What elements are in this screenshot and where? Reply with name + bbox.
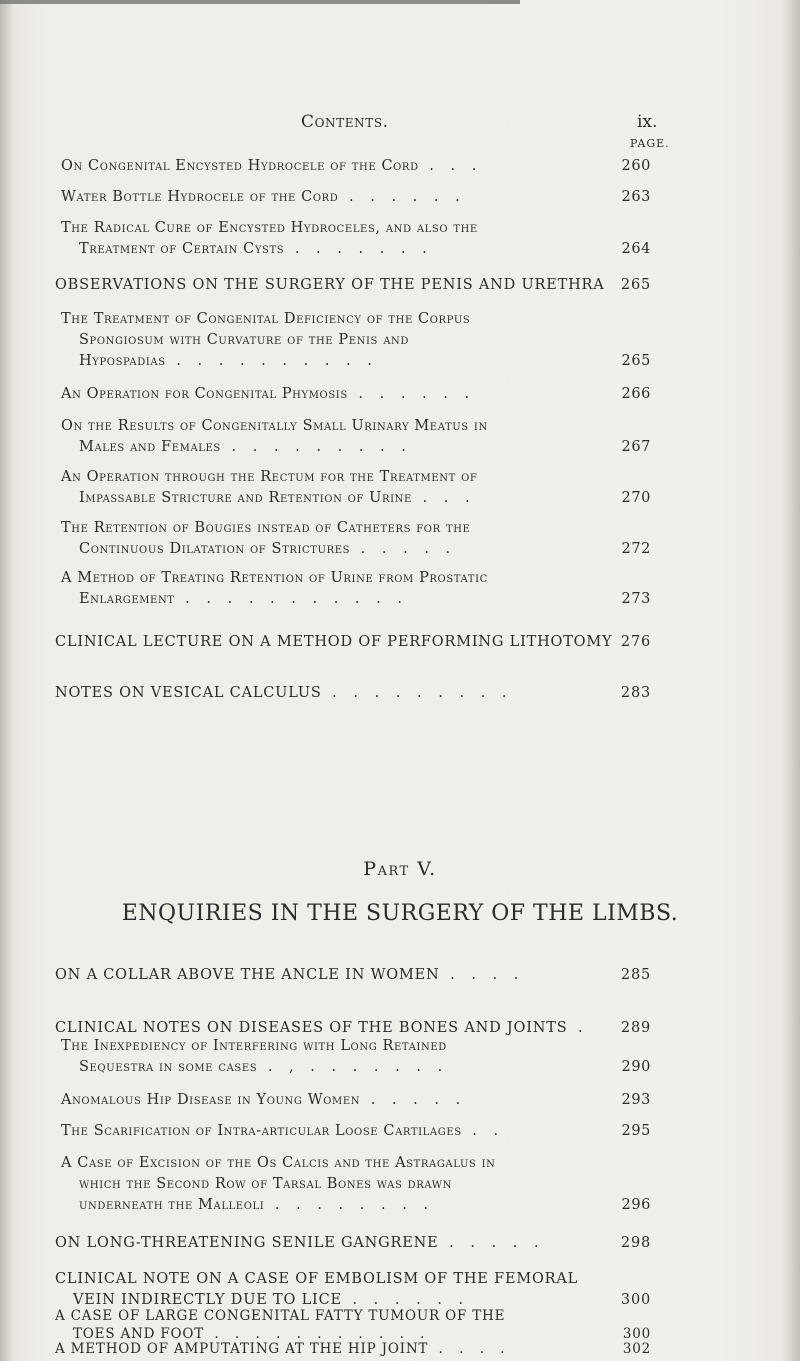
part-label: Part V.: [363, 858, 437, 880]
toc-section-heading: ON LONG-THREATENING SENILE GANGRENE . . . . . 298: [55, 1235, 651, 1251]
toc-section-heading: ON A COLLAR ABOVE THE ANCLE IN WOMEN . . . . 285: [55, 967, 651, 983]
toc-entry: On the Results of Congenitally Small Urinary Meatus in Males and Females . . . . . . . . . 267: [61, 418, 651, 455]
toc-section-heading: NOTES ON VESICAL CALCULUS . . . . . . . . . 283: [55, 685, 651, 701]
page-column-label: PAGE.: [630, 137, 670, 150]
left-edge-shadow: [0, 0, 14, 1361]
toc-entry: A Method of Treating Retention of Urine from Prostatic Enlargement . . . . . . . . . . . 273: [61, 570, 651, 607]
toc-entry: The Scarification of Intra-articular Loose Cartilages . . 295: [61, 1123, 651, 1139]
toc-entry: Water Bottle Hydrocele of the Cord . . . . . . 263: [61, 189, 651, 205]
toc-entry: The Retention of Bougies instead of Catheters for the Continuous Dilatation of Strictures . . . . . 272: [61, 520, 651, 557]
right-edge-shadow: [782, 0, 800, 1361]
page-number: ix.: [637, 112, 658, 132]
toc-entry: The Radical Cure of Encysted Hydroceles, and also the Treatment of Certain Cysts . . . . . . . 264: [61, 220, 651, 257]
part-heading: ENQUIRIES IN THE SURGERY OF THE LIMBS.: [121, 901, 679, 926]
toc-entry: The Inexpediency of Interfering with Long Retained Sequestra in some cases . , . . . . . . . 290: [61, 1038, 651, 1075]
toc-section-heading: CLINICAL NOTES ON DISEASES OF THE BONES AND JOINTS . 289: [55, 1020, 651, 1036]
running-head: Contents.: [301, 112, 389, 132]
toc-section-heading: A METHOD OF AMPUTATING AT THE HIP JOINT . . . . 302: [55, 1341, 651, 1357]
toc-entry: On Congenital Encysted Hydrocele of the Cord . . . 260: [61, 158, 651, 174]
toc-entry: The Treatment of Congenital Deficiency of the Corpus Spongiosum with Curvature of the Penis and Hypospadias . . . . . . . . . . 265: [61, 311, 651, 369]
toc-section-heading: OBSERVATIONS ON THE SURGERY OF THE PENIS AND URETHRA 265: [55, 277, 651, 293]
toc-section-heading: CLINICAL NOTE ON A CASE OF EMBOLISM OF THE FEMORAL VEIN INDIRECTLY DUE TO LICE . . . . . . 300: [55, 1271, 651, 1308]
toc-section-heading: A CASE OF LARGE CONGENITAL FATTY TUMOUR OF THE TOES AND FOOT . . . . . . . . . . . 300: [55, 1308, 651, 1342]
top-edge-shadow: [0, 0, 520, 4]
toc-entry: A Case of Excision of the Os Calcis and the Astragalus in which the Second Row of Tarsal Bones was drawn underneath the Malleoli . . . . . . . . 296: [61, 1155, 651, 1213]
toc-section-heading: CLINICAL LECTURE ON A METHOD OF PERFORMING LITHOTOMY 276: [55, 634, 651, 650]
toc-entry: Anomalous Hip Disease in Young Women . . . . . 293: [61, 1092, 651, 1108]
toc-entry: An Operation through the Rectum for the Treatment of Impassable Stricture and Retention of Urine . . . 270: [61, 469, 651, 506]
toc-entry: An Operation for Congenital Phymosis . . . . . . 266: [61, 386, 651, 402]
